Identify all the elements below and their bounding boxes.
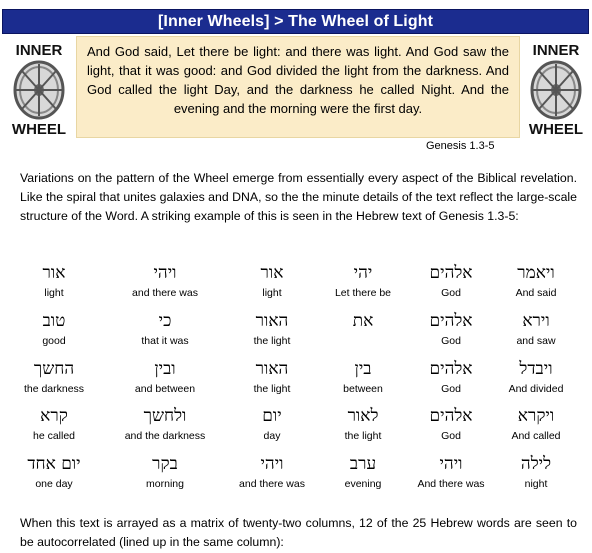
english-gloss: day [263, 430, 281, 442]
logo-text-top: INNER [15, 42, 63, 59]
english-gloss: and the darkness [124, 430, 206, 442]
word-cell [405, 453, 497, 491]
english-gloss: and there was [239, 478, 305, 490]
english-gloss: And called [511, 430, 561, 442]
english-gloss: the light [253, 383, 291, 395]
hebrew-word: וירא [522, 311, 550, 331]
english-gloss: light [262, 287, 282, 299]
word-cell [490, 453, 582, 491]
hebrew-word: את [352, 311, 374, 331]
word-cell [490, 358, 582, 396]
word-cell [119, 310, 211, 348]
english-gloss: night [524, 478, 548, 490]
hebrew-word: לאור [347, 406, 379, 426]
hebrew-word: ובין [154, 359, 176, 379]
word-cell [119, 405, 211, 443]
word-cell [405, 310, 497, 348]
page-title-bar [2, 9, 589, 34]
word-cell [119, 262, 211, 300]
logo-text-bottom: WHEEL [11, 121, 67, 138]
word-cell [8, 453, 100, 491]
word-cell [8, 262, 100, 300]
inner-wheel-logo-left [4, 37, 74, 137]
english-gloss: And divided [508, 383, 564, 395]
wheel-icon [530, 60, 582, 120]
word-cell [490, 405, 582, 443]
hebrew-word: טוב [42, 311, 66, 331]
hebrew-word: יהי [353, 263, 373, 283]
english-gloss: that it was [141, 335, 189, 347]
word-cell [226, 453, 318, 491]
hebrew-word: ולחשך [143, 406, 187, 426]
hebrew-word: אלהים [429, 359, 473, 379]
english-gloss: Let there be [334, 287, 392, 299]
english-gloss: evening [344, 478, 382, 490]
word-cell [405, 358, 497, 396]
word-cell [226, 358, 318, 396]
hebrew-word: יום [262, 406, 282, 426]
english-gloss: And said [515, 287, 557, 299]
english-gloss: he called [32, 430, 76, 442]
word-cell [405, 262, 497, 300]
word-cell [490, 262, 582, 300]
english-gloss: God [441, 335, 461, 347]
english-gloss: And there was [417, 478, 485, 490]
word-cell [226, 310, 318, 348]
hebrew-word: בין [354, 359, 372, 379]
word-cell [8, 358, 100, 396]
word-cell [226, 405, 318, 443]
english-gloss: good [42, 335, 66, 347]
english-gloss: and between [134, 383, 196, 395]
hebrew-word: אלהים [429, 311, 473, 331]
english-gloss: light [44, 287, 64, 299]
word-cell [317, 358, 409, 396]
english-gloss: and there was [132, 287, 198, 299]
word-cell [405, 405, 497, 443]
hebrew-word: ערב [349, 454, 377, 474]
english-gloss: one day [35, 478, 73, 490]
english-gloss: the light [253, 335, 291, 347]
hebrew-word: ויקרא [517, 406, 555, 426]
hebrew-word: האור [255, 359, 289, 379]
word-cell [119, 358, 211, 396]
english-gloss: the light [344, 430, 382, 442]
hebrew-word: יום אחד [27, 454, 81, 474]
scripture-citation: Genesis 1.3-5 [426, 140, 495, 152]
hebrew-word: האור [255, 311, 289, 331]
logo-text-bottom: WHEEL [528, 121, 584, 138]
hebrew-word: ויהי [439, 454, 463, 474]
hebrew-word: אלהים [429, 263, 473, 283]
hebrew-word: כי [158, 311, 172, 331]
word-cell [317, 405, 409, 443]
word-cell [8, 405, 100, 443]
word-cell [119, 453, 211, 491]
english-gloss: between [343, 383, 383, 395]
hebrew-word: קרא [40, 406, 68, 426]
english-gloss: God [441, 383, 461, 395]
wheel-icon [13, 60, 65, 120]
inner-wheel-logo-right [521, 37, 591, 137]
english-gloss: the darkness [23, 383, 85, 395]
scripture-quote: And God said, Let there be light: and there was light. And God saw the light, that it was good: and God divided the light from the darkness. And God called the light Day, and the darkness he called Night. And the evening and the morning were the first day. [87, 44, 509, 116]
hebrew-word: אלהים [429, 406, 473, 426]
hebrew-word: ויאמר [517, 263, 555, 283]
word-cell [490, 310, 582, 348]
word-cell [317, 262, 409, 300]
logo-text-top: INNER [532, 42, 580, 59]
outro-paragraph: When this text is arrayed as a matrix of twenty-two columns, 12 of the 25 Hebrew words are seen to be autocorrelated (lined up in the same column): [20, 516, 577, 549]
hebrew-word: ויבדל [519, 359, 553, 379]
word-cell [8, 310, 100, 348]
english-gloss: morning [146, 478, 184, 490]
hebrew-word: בקר [152, 454, 178, 474]
english-gloss: God [441, 287, 461, 299]
hebrew-word: אור [42, 263, 66, 283]
intro-paragraph: Variations on the pattern of the Wheel emerge from essentially every aspect of the Biblical revelation. Like the spiral that unites galaxies and DNA, so the the minute details of the text reflect the large-scale structure of the Word. A striking example of this is seen in the Hebrew text of Genesis 1.3-5: [20, 171, 577, 223]
english-gloss: and saw [516, 335, 556, 347]
scripture-quote-box [76, 36, 520, 138]
english-gloss: God [441, 430, 461, 442]
page-title: [Inner Wheels] > The Wheel of Light [157, 12, 434, 30]
word-cell [317, 453, 409, 491]
hebrew-word: לילה [520, 454, 552, 474]
word-cell [317, 310, 409, 334]
hebrew-word: ויהי [260, 454, 284, 474]
hebrew-word: ויהי [153, 263, 177, 283]
hebrew-word: החשך [33, 359, 75, 379]
word-cell [226, 262, 318, 300]
hebrew-word: אור [260, 263, 284, 283]
